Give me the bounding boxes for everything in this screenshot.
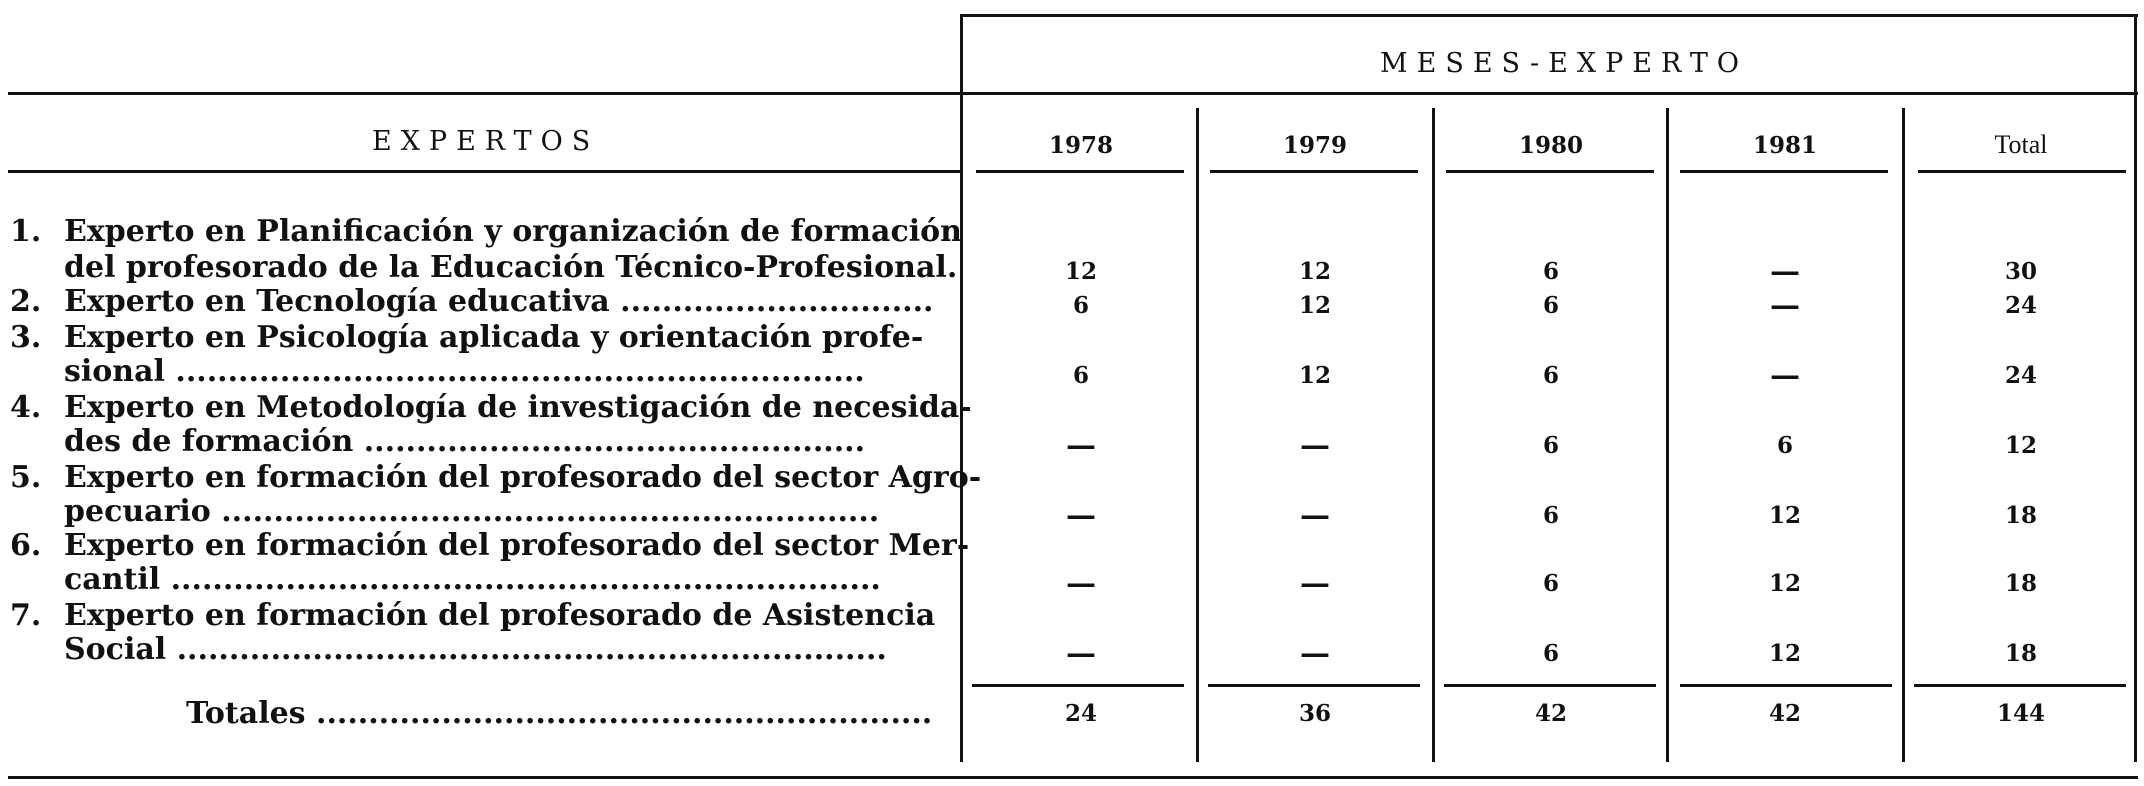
year-underline-1978 (976, 170, 1184, 173)
cell-row7-1981: 12 (1768, 640, 1801, 667)
row-number: 5. (10, 460, 42, 495)
table-row-label (10, 424, 942, 459)
table-row-label (10, 284, 942, 319)
row-label-line1: Experto en formación del profesorado del sector Mer- (64, 528, 970, 563)
row-label-line2: del profesorado de la Educación Técnico-Profesional. (64, 250, 958, 285)
row-number: 7. (10, 598, 42, 633)
col-divider-1981 (1666, 108, 1669, 762)
col-divider-experts (960, 14, 963, 762)
cell-row4-1978: — (1066, 428, 1096, 463)
totals-cell-1980: 42 (1534, 700, 1567, 727)
cell-row4-1980: 6 (1542, 432, 1559, 459)
cell-row1-total: 30 (2004, 258, 2037, 285)
cell-row2-1981: — (1770, 288, 1800, 323)
cell-row2-1979: 12 (1298, 292, 1331, 319)
row-number: 1. (10, 214, 42, 249)
col-divider-1979 (1196, 108, 1199, 762)
cell-row3-1979: 12 (1298, 362, 1331, 389)
row-label-line1: Experto en Tecnología educativa .............................. (64, 284, 934, 319)
months-group-header: MESES-EXPERTO (1380, 48, 1748, 79)
totals-cell-1979: 36 (1298, 700, 1331, 727)
cell-row7-1978: — (1066, 636, 1096, 671)
year-header-1981: 1981 (1752, 132, 1817, 159)
year-underline-1979 (1210, 170, 1418, 173)
cell-row3-1980: 6 (1542, 362, 1559, 389)
bottom-rule (8, 776, 2138, 779)
table-row-label (10, 494, 942, 529)
table-row-label (10, 632, 942, 667)
totals-cell-1978: 24 (1064, 700, 1097, 727)
cell-row3-1981: — (1770, 358, 1800, 393)
year-header-1979: 1979 (1282, 132, 1347, 159)
cell-row2-total: 24 (2004, 292, 2037, 319)
row-number: 3. (10, 320, 42, 355)
row-label-line2: pecuario ............................................................... (64, 494, 880, 529)
cell-row6-1981: 12 (1768, 570, 1801, 597)
cell-row1-1981: — (1770, 254, 1800, 289)
cell-row5-1980: 6 (1542, 502, 1559, 529)
cell-row7-1980: 6 (1542, 640, 1559, 667)
table-row-label (10, 598, 942, 633)
totals-rule-1980 (1444, 684, 1656, 687)
col-divider-total (1902, 108, 1905, 762)
cell-row4-1979: — (1300, 428, 1330, 463)
row-label-line1: Experto en formación del profesorado del sector Agro- (64, 460, 982, 495)
row-label-line2: Social .................................................................... (64, 632, 887, 667)
cell-row1-1979: 12 (1298, 258, 1331, 285)
cell-row6-1978: — (1066, 566, 1096, 601)
cell-row6-1979: — (1300, 566, 1330, 601)
cell-row2-1978: 6 (1072, 292, 1089, 319)
cell-row7-total: 18 (2004, 640, 2037, 667)
table-row-label (10, 320, 942, 355)
cell-row1-1978: 12 (1064, 258, 1097, 285)
cell-row3-total: 24 (2004, 362, 2037, 389)
cell-row4-1981: 6 (1776, 432, 1793, 459)
row-number: 6. (10, 528, 42, 563)
totals-cell-1981: 42 (1768, 700, 1801, 727)
totals-label: Totales ........................................................... (186, 696, 933, 731)
table-row-label (10, 528, 970, 563)
year-underline-1980 (1446, 170, 1654, 173)
cell-row5-total: 18 (2004, 502, 2037, 529)
table-row-label (10, 562, 942, 597)
cell-row1-1980: 6 (1542, 258, 1559, 285)
cell-row5-1981: 12 (1768, 502, 1801, 529)
total-header: Total (1994, 130, 2048, 159)
experts-column-header: EXPERTOS (372, 126, 600, 157)
cell-row7-1979: — (1300, 636, 1330, 671)
top-rule-months (962, 14, 2138, 17)
experts-underline (8, 170, 960, 173)
totals-rule-1981 (1680, 684, 1892, 687)
totals-rule-1978 (972, 684, 1184, 687)
cell-row4-total: 12 (2004, 432, 2037, 459)
row-label-line1: Experto en formación del profesorado de Asistencia (64, 598, 936, 633)
row-label-line1: Experto en Planificación y organización de formación (64, 214, 962, 249)
year-header-1980: 1980 (1518, 132, 1583, 159)
row-label-line1: Experto en Psicología aplicada y orientación profe- (64, 320, 924, 355)
row-label-line2: sional .................................................................. (64, 354, 865, 389)
totals-cell-total: 144 (1996, 700, 2045, 727)
table-row-label (10, 390, 972, 425)
table-row-label (10, 250, 958, 285)
cell-row2-1980: 6 (1542, 292, 1559, 319)
row-label-line2: des de formación ................................................ (64, 424, 866, 459)
year-underline-total (1918, 170, 2126, 173)
row-number: 4. (10, 390, 42, 425)
year-underline-1981 (1680, 170, 1888, 173)
cell-row5-1978: — (1066, 498, 1096, 533)
table-row-label (10, 214, 962, 249)
totals-rule-1979 (1208, 684, 1420, 687)
col-divider-1980 (1432, 108, 1435, 762)
table-row-label (10, 460, 982, 495)
row-number: 2. (10, 284, 42, 319)
table-row-label (10, 354, 942, 389)
row-label-line2: cantil .................................................................... (64, 562, 881, 597)
cell-row5-1979: — (1300, 498, 1330, 533)
cell-row6-total: 18 (2004, 570, 2037, 597)
year-header-1978: 1978 (1048, 132, 1113, 159)
cell-row6-1980: 6 (1542, 570, 1559, 597)
header-rule (8, 92, 2138, 95)
totals-rule-total (1914, 684, 2126, 687)
cell-row3-1978: 6 (1072, 362, 1089, 389)
row-label-line1: Experto en Metodología de investigación de necesida- (64, 390, 972, 425)
